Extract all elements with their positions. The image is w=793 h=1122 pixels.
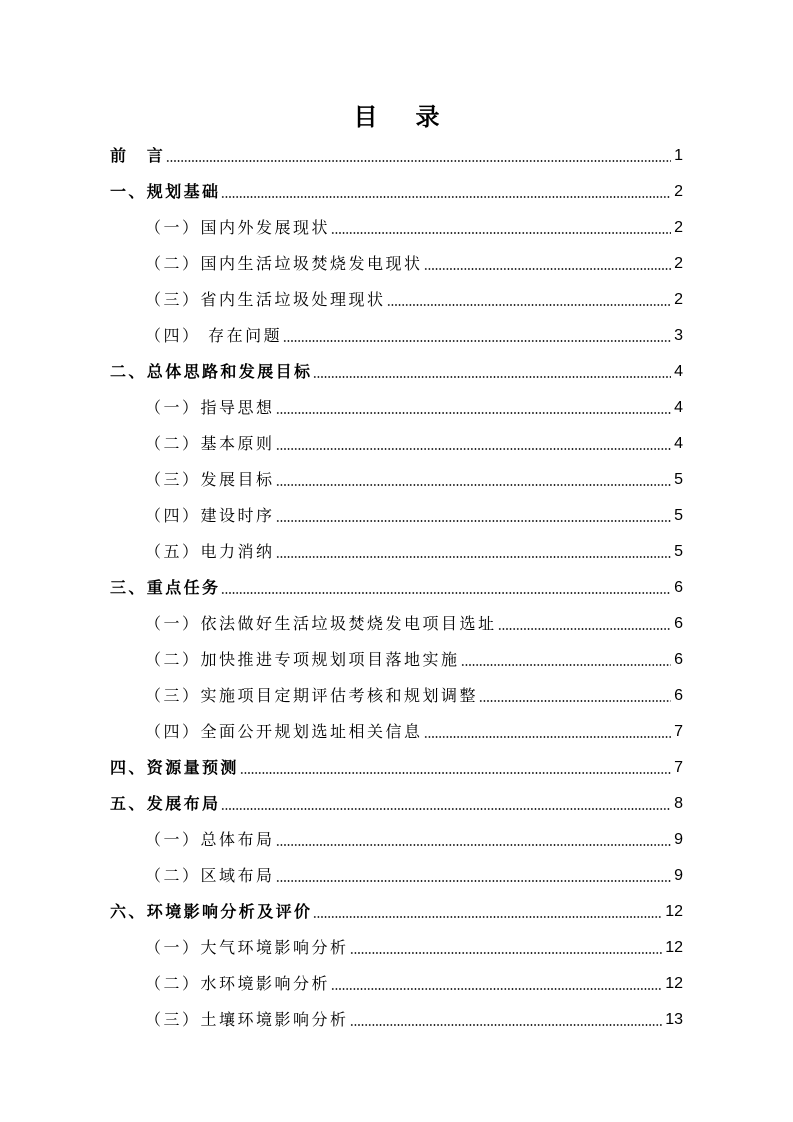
table-of-contents <box>110 138 683 1038</box>
dot-leader <box>313 916 662 918</box>
dot-leader <box>479 700 671 702</box>
dot-leader <box>276 880 672 882</box>
toc-subsection-2-2 <box>110 426 683 462</box>
dot-leader <box>276 556 672 558</box>
toc-entry-page: 4 <box>674 363 683 380</box>
dot-leader <box>424 736 672 738</box>
toc-entry-label: （三）省内生活垃圾处理现状 <box>145 290 386 309</box>
toc-section-2 <box>110 354 683 390</box>
toc-entry-page: 5 <box>674 543 683 560</box>
dot-leader <box>331 988 662 990</box>
toc-entry-label: （二）加快推进专项规划项目落地实施 <box>145 650 460 669</box>
dot-leader <box>276 520 672 522</box>
toc-subsection-1-3 <box>110 282 683 318</box>
toc-section-1 <box>110 174 683 210</box>
toc-subsection-6-1 <box>110 930 683 966</box>
toc-entry-label: （二）国内生活垃圾焚烧发电现状 <box>145 254 423 273</box>
toc-entry-label: （二）基本原则 <box>145 434 275 453</box>
toc-entry-page: 5 <box>674 471 683 488</box>
toc-entry-page: 12 <box>665 975 683 992</box>
toc-entry-page: 4 <box>674 435 683 452</box>
toc-subsection-2-4 <box>110 498 683 534</box>
toc-entry-label: （四） 存在问题 <box>145 326 283 345</box>
toc-subsection-3-3 <box>110 678 683 714</box>
toc-entry-label: 前 言 <box>110 146 166 165</box>
dot-leader <box>240 772 671 774</box>
toc-entry-label: 五、发展布局 <box>110 794 221 813</box>
toc-section-6 <box>110 894 683 930</box>
toc-entry-page: 2 <box>674 183 683 200</box>
toc-subsection-5-1 <box>110 822 683 858</box>
toc-subsection-6-3 <box>110 1002 683 1038</box>
toc-entry-label: （一）依法做好生活垃圾焚烧发电项目选址 <box>145 614 497 633</box>
dot-leader <box>350 1024 663 1026</box>
dot-leader <box>461 664 672 666</box>
dot-leader <box>498 628 672 630</box>
toc-subsection-1-1 <box>110 210 683 246</box>
toc-entry-preface <box>110 138 683 174</box>
toc-entry-label: （一）国内外发展现状 <box>145 218 331 237</box>
dot-leader <box>221 592 671 594</box>
dot-leader <box>166 160 671 162</box>
toc-subsection-1-4 <box>110 318 683 354</box>
toc-entry-label: （一）总体布局 <box>145 830 275 849</box>
toc-entry-page: 6 <box>674 615 683 632</box>
toc-subsection-6-2 <box>110 966 683 1002</box>
toc-entry-label: （三）实施项目定期评估考核和规划调整 <box>145 686 479 705</box>
toc-entry-label: （二）区域布局 <box>145 866 275 885</box>
dot-leader <box>276 448 672 450</box>
toc-entry-label: 二、总体思路和发展目标 <box>110 362 313 381</box>
toc-entry-label: （三）土壤环境影响分析 <box>145 1010 349 1029</box>
toc-title: 目 录 <box>353 103 447 131</box>
toc-subsection-5-2 <box>110 858 683 894</box>
dot-leader <box>424 268 672 270</box>
toc-entry-label: （一）指导思想 <box>145 398 275 417</box>
toc-entry-label: （二）水环境影响分析 <box>145 974 331 993</box>
toc-subsection-3-4 <box>110 714 683 750</box>
toc-section-4 <box>110 750 683 786</box>
toc-subsection-2-5 <box>110 534 683 570</box>
toc-entry-page: 2 <box>674 219 683 236</box>
toc-entry-label: 一、规划基础 <box>110 182 221 201</box>
dot-leader <box>276 844 672 846</box>
toc-entry-page: 12 <box>665 939 683 956</box>
dot-leader <box>221 196 671 198</box>
toc-subsection-2-3 <box>110 462 683 498</box>
toc-entry-label: （四）全面公开规划选址相关信息 <box>145 722 423 741</box>
dot-leader <box>313 376 671 378</box>
toc-entry-page: 4 <box>674 399 683 416</box>
toc-section-3 <box>110 570 683 606</box>
toc-entry-page: 1 <box>674 147 683 164</box>
toc-entry-page: 6 <box>674 651 683 668</box>
toc-entry-page: 7 <box>674 759 683 776</box>
toc-entry-page: 9 <box>674 831 683 848</box>
toc-entry-label: （五）电力消纳 <box>145 542 275 561</box>
toc-entry-page: 3 <box>674 327 683 344</box>
toc-subsection-3-2 <box>110 642 683 678</box>
toc-entry-label: （四）建设时序 <box>145 506 275 525</box>
dot-leader <box>387 304 672 306</box>
toc-entry-page: 9 <box>674 867 683 884</box>
toc-entry-page: 5 <box>674 507 683 524</box>
toc-entry-label: （一）大气环境影响分析 <box>145 938 349 957</box>
toc-entry-page: 6 <box>674 687 683 704</box>
toc-entry-page: 12 <box>665 903 683 920</box>
toc-entry-label: 四、资源量预测 <box>110 758 239 777</box>
toc-entry-page: 7 <box>674 723 683 740</box>
dot-leader <box>221 808 671 810</box>
dot-leader <box>331 232 671 234</box>
toc-entry-page: 13 <box>665 1011 683 1028</box>
dot-leader <box>276 412 672 414</box>
dot-leader <box>276 484 672 486</box>
toc-subsection-2-1 <box>110 390 683 426</box>
dot-leader <box>283 340 671 342</box>
toc-entry-label: 六、环境影响分析及评价 <box>110 902 313 921</box>
toc-entry-label: 三、重点任务 <box>110 578 221 597</box>
toc-subsection-3-1 <box>110 606 683 642</box>
toc-entry-label: （三）发展目标 <box>145 470 275 489</box>
toc-entry-page: 2 <box>674 255 683 272</box>
toc-entry-page: 8 <box>674 795 683 812</box>
toc-subsection-1-2 <box>110 246 683 282</box>
toc-entry-page: 2 <box>674 291 683 308</box>
toc-section-5 <box>110 786 683 822</box>
toc-entry-page: 6 <box>674 579 683 596</box>
dot-leader <box>350 952 663 954</box>
